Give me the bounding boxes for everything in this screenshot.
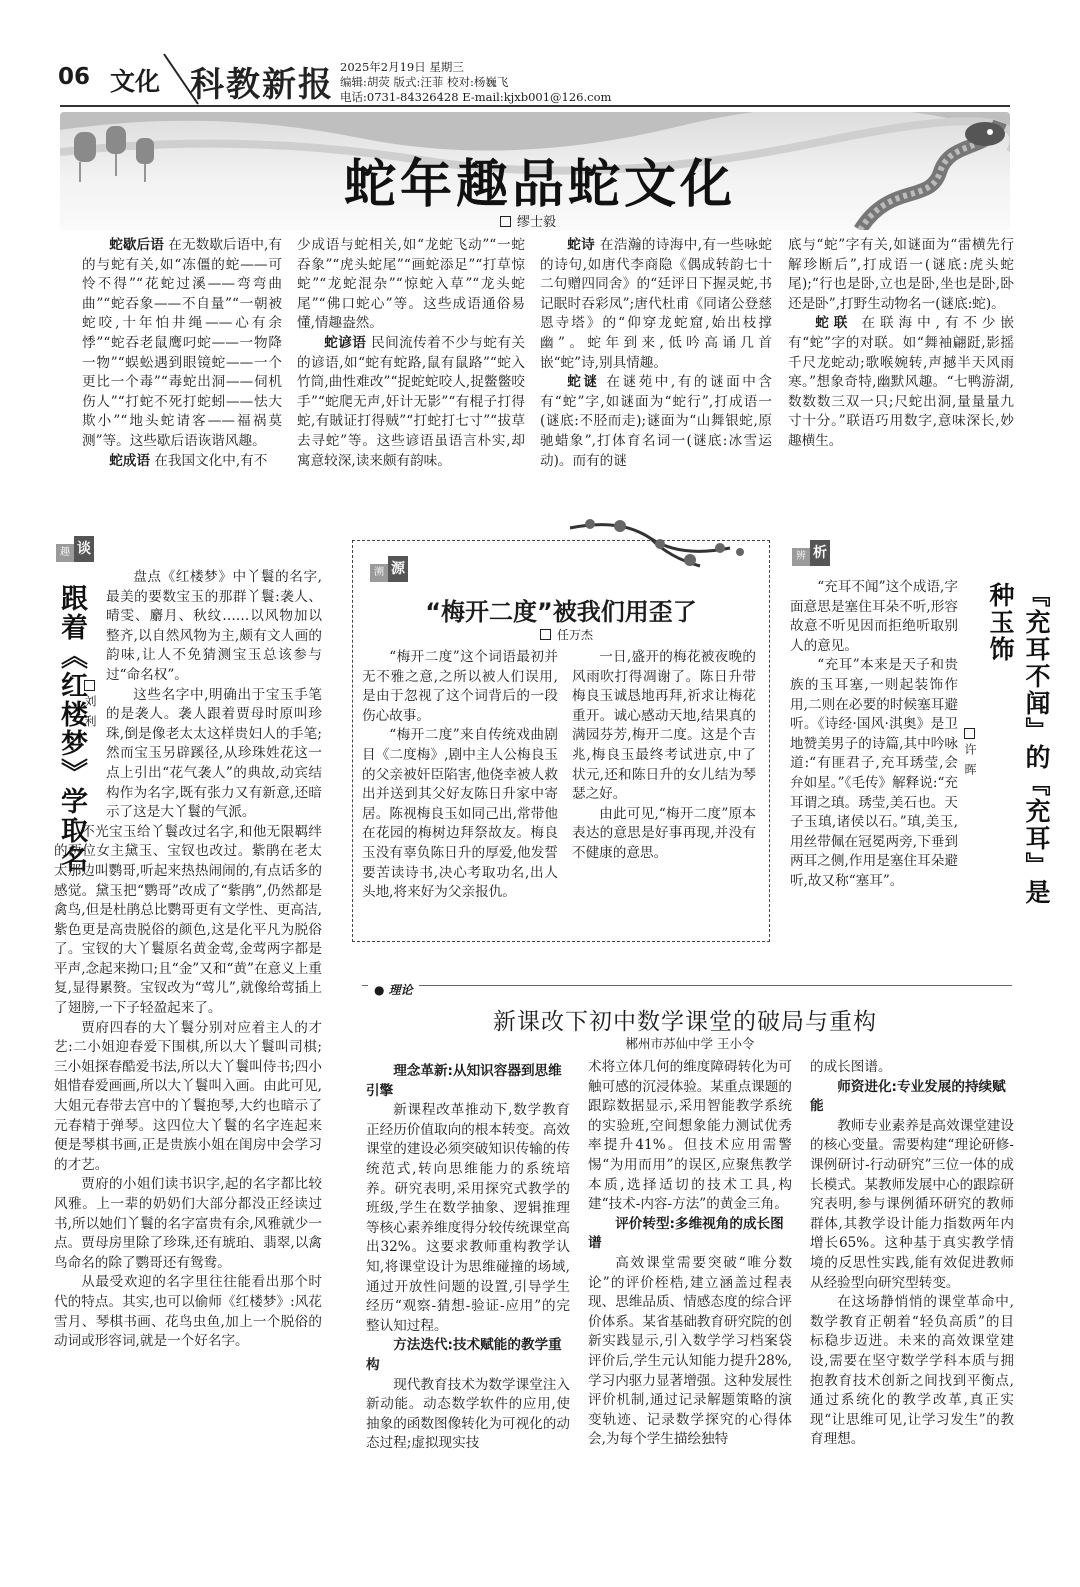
quwen-paragraph: 这些名字中,明确出于宝玉手笔的是袭人。袭人跟着贾母时原叫珍珠,倒是像老太太这样贵妇人的手笔;然而宝玉另辟蹊径,从珍珠姓花这一点上引出“花气袭人”的典故,动宾结构作为名字,既有张力又有新意,还暗示了这是大丫鬟的气派。: [106, 686, 322, 821]
feature-author-name: 缪士毅: [517, 215, 557, 230]
section-name: 文化: [110, 67, 161, 96]
feature-paragraph: [540, 373, 772, 471]
date-line: 2025年2月19日 星期三: [340, 60, 464, 74]
theory-byline: [0, 1034, 1080, 1052]
feature-column-2: [297, 236, 525, 471]
tag-large: 源: [388, 556, 408, 582]
quwen-body: [54, 568, 322, 1352]
feature-paragraph: [540, 236, 772, 373]
feature-keyword: 蛇联: [815, 315, 853, 332]
feature-keyword: 蛇成语: [109, 452, 150, 469]
theory-title: 新课改下初中数学课堂的破局与重构: [493, 1009, 877, 1035]
suyuan-paragraph: 由此可见,“梅开二度”原本表达的意思是好事再现,并没有不健康的意思。: [572, 805, 756, 861]
theory-paragraph: 教师专业素养是高效课堂建设的核心变量。需要构建“理论研修-课例研讨-行动研究”三位一体的成长模式。某教师发展中心的跟踪研究表明,参与课例循环研究的教师群体,其教学设计能力指数两年内增长65%。这种基于真实教学情境的反思性实践,能有效促进教师从经验型向研究型转变。: [810, 1117, 1014, 1291]
feature-text: 底与“蛇”字有关,如谜面为“雷横先行解珍断后”,打成语一(谜底:虎头蛇尾);“行也是卧,立也是卧,坐也是卧,卧还是卧”,打野生动物名一(谜底:蛇)。: [788, 237, 1014, 312]
feature-text: 民间流传着不少与蛇有关的谚语,如“蛇有蛇路,鼠有鼠路”“蛇入竹筒,曲性难改”“捉蛇蛇咬人,捉鳖鳖咬手”“蛇爬无声,奸计无影”“有棍子打得蛇,有賊证打得贼”“打蛇打七寸”“拔草去寻蛇”等。这些谚语虽语言朴实,却寓意较深,读来颇有韵味。: [297, 334, 526, 469]
bianxi-tag: [792, 540, 830, 566]
theory-paragraph: 高效课堂需要突破“唯分数论”的评价桎梏,建立涵盖过程表现、思维品质、情感态度的综合评价体系。某省基础教育研究院的创新实践显示,引入数学学习档案袋评价后,学生元认知能力提升28%,学习内驱力显著增强。这种发展性评价机制,通过记录解题策略的演变轨迹、记录数学探究的心得体会,为每个学生描绘独特: [588, 1254, 792, 1448]
page-number: 06: [58, 64, 91, 90]
feature-paragraph: [297, 334, 525, 471]
suyuan-paragraph: 一日,盛开的梅花被夜晚的风雨吹打得凋谢了。陈日升带梅良玉诚恳地再拜,祈求让梅花重开。诚心感动天地,结果真的满园芬芳,梅开二度。这是个吉兆,梅良玉最终考试进京,中了状元,还和陈日升的女儿结为琴瑟之好。: [572, 649, 756, 803]
tag-small: 趣: [56, 544, 74, 562]
bianxi-author: [962, 728, 979, 777]
feature-text: 在浩瀚的诗海中,有一些咏蛇的诗句,如唐代李商隐《偶成转韵七十二句赠四同舍》的“廷评日下握灵蛇,书记眠时吞彩凤”;唐代杜甫《同诸公登慈恩寺塔》的“仰穿龙蛇窟,始出枝撑幽”。蛇年到来,低吟高诵几首嵌“蛇”诗,别具情趣。: [540, 237, 772, 371]
feature-paragraph: [788, 236, 1014, 314]
feature-keyword: 蛇谜: [567, 374, 600, 391]
quwen-author-name: 刘 利: [83, 695, 97, 729]
theory-paragraph: 新课程改革推动下,数学教育正经历价值取向的根本转变。高效课堂的建设必须突破知识传输的传统范式,转向思维能力的系统培养。研究表明,采用探究式教学的班级,学生在数学抽象、逻辑推理等核心素养维度得分较传统课堂高出32%。这要求教师重构教学认知,将课堂设计为思维碰撞的场域,通过开放性问题的设置,引导学生经历“观察-猜想-验证-应用”的完整认知过程。: [366, 1102, 570, 1334]
byline-box-icon: [964, 728, 975, 739]
quwen-title: 跟着《红楼梦》学取名: [56, 584, 87, 874]
theory-paragraph: 现代教育技术为数学课堂注入新动能。动态数学软件的应用,使抽象的函数图像转化为可视化的动态过程;虚拟现实技: [366, 1376, 570, 1452]
suyuan-author: [540, 626, 593, 643]
suyuan-tag: [370, 556, 408, 582]
suyuan-title: “梅开二度”被我们用歪了: [425, 598, 697, 626]
feature-title: 蛇年趣品蛇文化: [343, 155, 736, 215]
quwen-paragraph: 贾府四春的大丫鬟分别对应着主人的才艺:二小姐迎春爱下围棋,所以大丫鬟叫司棋;三小姐探春酷爱书法,所以大丫鬟叫侍书;四小姐惜春爱画画,所以大丫鬟叫入画。由此可见,大姐元春带去宫中的丫鬟抱琴,大约也暗示了元春精于弹琴。这四位大丫鬟的名字连起来便是琴棋书画,正是贵族小姐在闺房中会学习的才艺。: [54, 1019, 322, 1173]
suyuan-column-1: [362, 648, 558, 903]
bianxi-paragraph: “充耳”本来是天子和贵族的玉耳塞,一则起装饰作用,二则在必要的时候塞耳避听。《诗经·国风·淇奥》是卫地赞美男子的诗篇,其中吟咏道:“有匪君子,充耳琇莹,会弁如星。”《毛传》解释说:“充耳谓之瑱。琇莹,美石也。天子玉瑱,诸侯以石。”瑱,美玉,用丝带佩在冠冕两旁,下垂到两耳之侧,作用是塞住耳朵避听,故又称“塞耳”。: [790, 657, 959, 889]
quwen-paragraph: 贾府的小姐们读书识字,起的名字都比较风雅。上一辈的奶奶们大部分都没正经读过书,所以她们丫鬟的名字富贵有余,风雅就少一点。贾母房里除了珍珠,还有琥珀、翡翠,以禽鸟命名的除了鹦哥还有鸳鸯。: [54, 1176, 322, 1271]
theory-label: ● 理论: [368, 981, 419, 998]
theory-affiliation: 郴州市苏仙中学: [625, 1036, 713, 1051]
theory-subheading: 评价转型:多维视角的成长图谱: [588, 1215, 784, 1252]
bianxi-title: 『充耳不闻』的『充耳』是种玉饰: [986, 582, 1051, 906]
feature-text: 在我国文化中,有不: [154, 452, 268, 469]
byline-box-icon: [540, 629, 551, 640]
feature-paragraph: [788, 314, 1014, 451]
theory-subheading: 方法迭代:技术赋能的教学重构: [366, 1337, 562, 1373]
feature-column-3: [540, 236, 772, 471]
quwen-paragraph: 从最受欢迎的名字里往往能看出那个时代的特点。其实,也可以偷师《红楼梦》:风花雪月、琴棋书画、花鸟虫鱼,加上一个脱俗的动词或形容词,就是一个好名字。: [54, 1274, 322, 1350]
plum-blossom-icon: [560, 508, 760, 578]
feature-text: 少成语与蛇相关,如“龙蛇飞动”“一蛇吞象”“虎头蛇尾”“画蛇添足”“打草惊蛇”“龙蛇混杂”“惊蛇入草”“龙头蛇尾”“佛口蛇心”等。这些成语通俗易懂,情趣盎然。: [297, 237, 525, 332]
theory-paragraph: 术将立体几何的维度障碍转化为可触可感的沉浸体验。某重点课题的跟踪数据显示,采用智能教学系统的实验班,空间想象能力测试优秀率提升41%。但技术应用需警惕“为用而用”的误区,应聚焦教学本质,选择适切的技术工具,构建“技术-内容-方法”的黄金三角。: [588, 1059, 792, 1213]
theory-paragraph: 在这场静悄悄的课堂革命中,数学教育正朝着“轻负高质”的目标稳步迈进。未来的高效课堂建设,需要在坚守数学学科本质与拥抱教育技术创新之间找到平衡点,通过系统化的教学改革,真正实现“让思维可见,让学习发生”的教育理想。: [810, 1294, 1014, 1448]
bianxi-author-name: 许 晖: [963, 743, 977, 777]
theory-subheading: 理念革新:从知识容器到思维引擎: [366, 1063, 562, 1099]
theory-column-1: [366, 1062, 570, 1454]
editor-line: 编辑:胡荧 版式:汪菲 校对:杨巍飞: [340, 75, 509, 89]
feature-paragraph: [82, 236, 282, 452]
bianxi-body: [790, 578, 958, 892]
theory-author: 王小令: [716, 1036, 755, 1051]
feature-keyword: 蛇谚语: [324, 334, 367, 351]
theory-label-text: 理论: [388, 983, 413, 997]
suyuan-column-2: [572, 648, 756, 864]
theory-divider: [362, 985, 1012, 986]
theory-subheading: 师资进化:专业发展的持续赋能: [810, 1078, 1006, 1115]
masthead-rule: [60, 105, 1010, 107]
feature-keyword: 蛇歇后语: [109, 237, 164, 253]
contact-line: 电话:0731-84326428 E-mail:kjxb001@126.com: [340, 90, 612, 104]
byline-box-icon: [500, 216, 511, 227]
feature-column-4: [788, 236, 1014, 452]
quwen-paragraph: 不光宝玉给丫鬟改过名字,和他无限羁绊的两位女主黛玉、宝钗也改过。紫鹃在老太太那边叫鹦哥,听起来热热闹闹的,有点话多的感觉。黛玉把“鹦哥”改成了“紫鹃”,仍然都是禽鸟,但是杜鹃总比鹦哥更有文学性、更高洁,紫色更是高贵脱俗的颜色,这是化平凡为脱俗了。宝钗的大丫鬟原名黄金莺,金莺两字都是平声,念起来拗口;且“金”又和“黄”在意义上重复,显得累赘。宝钗改为“莺儿”,就像给莺插上了翅膀,一下子轻盈起来了。: [54, 823, 322, 1017]
tag-large: 析: [810, 540, 830, 566]
suyuan-paragraph: “梅开二度”这个词语最初并无不雅之意,之所以被人们误用,是由于忽视了这个词背后的一段伤心故事。: [362, 649, 558, 724]
feature-column-1: [82, 236, 282, 471]
theory-column-2: [588, 1058, 792, 1450]
tag-large: 谈: [74, 536, 94, 562]
tag-small: 辨: [792, 548, 810, 566]
theory-column-3: [810, 1058, 1014, 1450]
masthead-meta: [340, 60, 611, 105]
feature-paragraph: [82, 452, 282, 472]
feature-paragraph: [297, 236, 525, 334]
bianxi-paragraph: “充耳不闻”这个成语,字面意思是塞住耳朵不听,形容故意不听见因而拒绝听取别人的意见。: [790, 579, 958, 654]
suyuan-author-name: 任万杰: [557, 628, 594, 642]
quwen-paragraph: 盘点《红楼梦》中丫鬟的名字,最美的要数宝玉的那群丫鬟:袭人、晴雯、麝月、秋纹……以风物加以整齐,以自然风物为主,颇有文人画的韵味,让人不免猜测宝玉总该参与过“命名权”。: [106, 569, 322, 683]
feature-text: 在无数歇后语中,有的与蛇有关,如“冻僵的蛇——可怜不得”“花蛇过溪——弯弯曲曲”“蛇吞象——不自量”“一朝被蛇咬,十年怕井绳——心有余悸”“蛇吞老鼠鹰叼蛇——一物降一物”“蜈蚣遇到眼镜蛇——一个更比一个毒”“毒蛇出洞——伺机伤人”“打蛇不死打蛇蚓——怯大欺小”“地头蛇请客——福祸莫测”等。这些歇后语诙谐风趣。: [82, 237, 283, 449]
paper-name: 科教新报: [190, 65, 334, 105]
quwen-tag: [56, 536, 94, 562]
tag-small: 溯: [370, 564, 388, 582]
feature-text: 在联海中,有不少嵌有“蛇”字的对联。如“舞袖翩跹,影摇千尺龙蛇动;歌喉婉转,声撼半天风雨寒。”想象奇特,幽默风趣。“七鸭游湖,数数数三双一只;尺蛇出洞,量量量九寸十分。”联语巧用数字,意味深长,妙趣横生。: [788, 315, 1015, 449]
feature-keyword: 蛇诗: [567, 237, 596, 253]
feature-author: [500, 211, 556, 230]
feature-text: 在谜苑中,有的谜面中含有“蛇”字,如谜面为“蛇行”,打成语一(谜底:不胫而走);谜面为“山舞银蛇,原驰蜡象”,打体育名词一(谜底:冰雪运动)。而有的谜: [540, 374, 773, 469]
suyuan-paragraph: “梅开二度”来自传统戏曲剧目《二度梅》,剧中主人公梅良玉的父亲被奸臣陷害,他侥幸被人救出并送到其父好友陈日升家中寄居。陈视梅良玉如同己出,常带他在花园的梅树边拜祭故友。梅良玉没有辜负陈日升的厚爱,他发誓要苦读诗书,决心考取功名,出人头地,将来好为父亲报仇。: [362, 727, 558, 901]
theory-paragraph: 的成长图谱。: [810, 1059, 892, 1075]
